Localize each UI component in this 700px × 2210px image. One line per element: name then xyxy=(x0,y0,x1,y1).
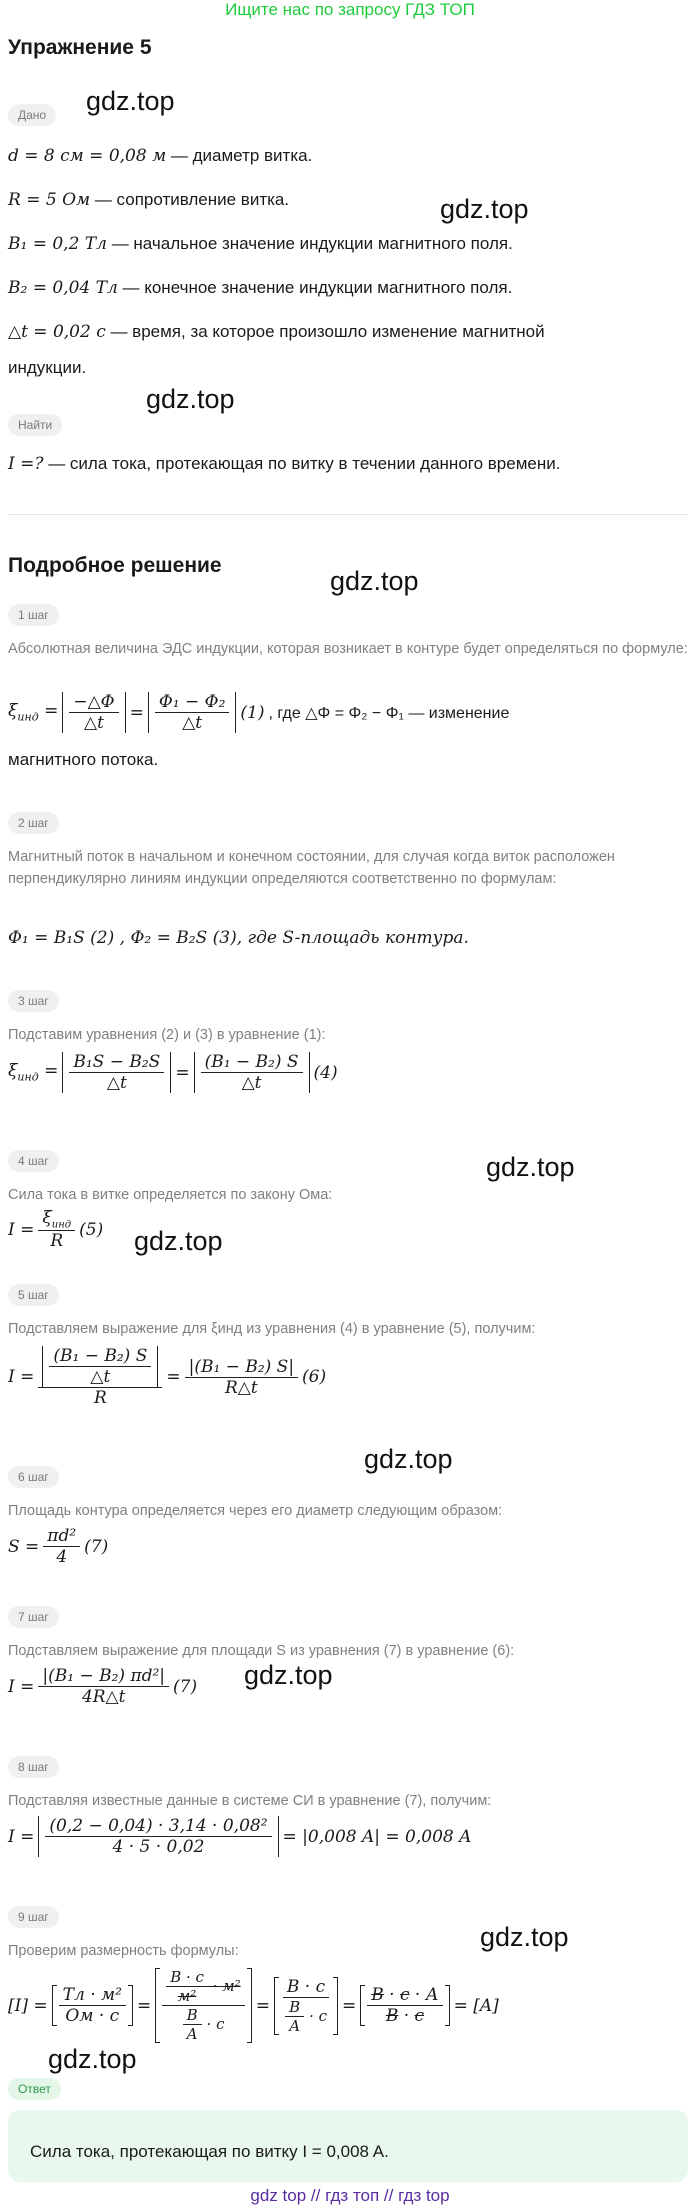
formula-1: $\xi_{инд}$ = $\frac{-\triangle\Phi}{\triangle t}$ = $\frac{\text{Φ₁ − Φ₂}}{\triangle t}$ (1) , где △Φ = Φ₂ − Φ₁ — изменение xyxy=(8,692,510,733)
formula-8: I = $\frac{\text{(0,2 − 0,04) · 3,14 · 0,08²}}{4 \cdot 5 \cdot 0,02}$ = |0,008 A| = 0,008 A xyxy=(8,1816,472,1857)
step-pill: 2 шаг xyxy=(8,812,59,834)
watermark: gdz.top xyxy=(48,2044,137,2074)
step-pill: 5 шаг xyxy=(8,1284,59,1306)
given-pill: Дано xyxy=(8,104,56,126)
watermark: gdz.top xyxy=(480,1922,569,1952)
watermark: gdz.top xyxy=(86,86,175,116)
formula-3: $\xi_{инд}$ = $\frac{\text{B₁S − B₂S}}{\triangle t}$ = $\frac{\text{(B₁ − B₂) S}}{\triangle t}$ (4) xyxy=(8,1052,338,1093)
formula-5: I = $\frac{\frac{\text{(B₁ − B₂) S}}{\triangle t}}{R}$ = $\frac{\text{|(B₁ − B₂) S|}}{R\triangle t}$ (6) xyxy=(8,1346,327,1408)
step-text: Подставляя известные данные в системе СИ в уравнение (7), получим: xyxy=(8,1793,492,1809)
answer-text: Сила тока, протекающая по витку I = 0,008 A. xyxy=(30,2142,389,2161)
find-pill: Найти xyxy=(8,414,62,436)
watermark: gdz.top xyxy=(330,566,419,596)
solution-title: Подробное решение xyxy=(8,554,222,577)
step-text: Подставляем выражение для ξинд из уравнения (4) в уравнение (5), получим: xyxy=(8,1321,536,1337)
top-banner[interactable]: Ищите нас по запросу ГДЗ ТОП xyxy=(225,0,475,19)
exercise-title: Упражнение 5 xyxy=(8,36,152,59)
step-text: Подставляем выражение для площади S из уравнения (7) в уравнение (6): xyxy=(8,1643,515,1659)
divider xyxy=(8,514,688,515)
watermark: gdz.top xyxy=(134,1226,223,1256)
step-text: Сила тока в витке определяется по закону Ома: xyxy=(8,1187,333,1203)
step-pill: 8 шаг xyxy=(8,1756,59,1778)
formula-2: Φ₁ = B₁S (2) , Φ₂ = B₂S (3), где S-площадь контура. xyxy=(8,928,469,948)
step-pill: 7 шаг xyxy=(8,1606,59,1628)
watermark: gdz.top xyxy=(146,384,235,414)
watermark: gdz.top xyxy=(364,1444,453,1474)
find-line: I =? — сила тока, протекающая по витку в течении данного времени. xyxy=(8,454,561,474)
given-line: d = 8 см = 0,08 м — диаметр витка. xyxy=(8,146,313,166)
step-text: Абсолютная величина ЭДС индукции, которая возникает в контуре будет определяться по формуле: xyxy=(8,641,688,657)
step-pill: 9 шаг xyxy=(8,1906,59,1928)
watermark: gdz.top xyxy=(440,194,529,224)
given-line: B₂ = 0,04 Тл — конечное значение индукции магнитного поля. xyxy=(8,278,513,298)
step-text: Площадь контура определяется через его диаметр следующим образом: xyxy=(8,1503,503,1519)
given-line: B₁ = 0,2 Тл — начальное значение индукции магнитного поля. xyxy=(8,234,513,254)
watermark: gdz.top xyxy=(244,1660,333,1690)
step-pill: 3 шаг xyxy=(8,990,59,1012)
step-text: Проверим размерность формулы: xyxy=(8,1943,239,1959)
step-pill: 1 шаг xyxy=(8,604,59,626)
formula-7: I = $\frac{\text{|(B₁ − B₂) πd²|}}{4R\triangle t}$ (7) xyxy=(8,1666,198,1707)
given-line-cont: индукции. xyxy=(8,358,87,377)
formula-1-cont: магнитного потока. xyxy=(8,750,159,769)
formula-6: S = $\frac{\text{πd²}}{4}$ (7) xyxy=(8,1526,109,1567)
step-text: Магнитный поток в начальном и конечном состоянии, для случая когда виток расположен перпендикулярно линиям индукции определяются соответственно по формулам: xyxy=(8,849,615,887)
step-text: Подставим уравнения (2) и (3) в уравнение (1): xyxy=(8,1027,326,1043)
given-line: △t = 0,02 с — время, за которое произошло изменение магнитной xyxy=(8,322,545,342)
step-pill: 6 шаг xyxy=(8,1466,59,1488)
formula-4: I = $\frac{\xi_{инд}}{R}$ (5) xyxy=(8,1208,104,1252)
bottom-banner[interactable]: gdz top // гдз топ // гдз top xyxy=(250,2186,450,2205)
step-pill: 4 шаг xyxy=(8,1150,59,1172)
watermark: gdz.top xyxy=(486,1152,575,1182)
formula-9: [I] = $\frac{\text{Тл · м²}}{Ом \cdot с}$ = $\frac{В \cdot с}{\text{м²}}$ · м² $\frac{В}{А}$ · с = В · с $\frac{В}{А}$ · с = $\frac{В \cdot с \cdot А}{В \cdot с}$ = [A] xyxy=(8,1968,499,2043)
given-line: R = 5 Ом — сопротивление витка. xyxy=(8,190,290,210)
answer-pill: Ответ xyxy=(8,2078,61,2100)
